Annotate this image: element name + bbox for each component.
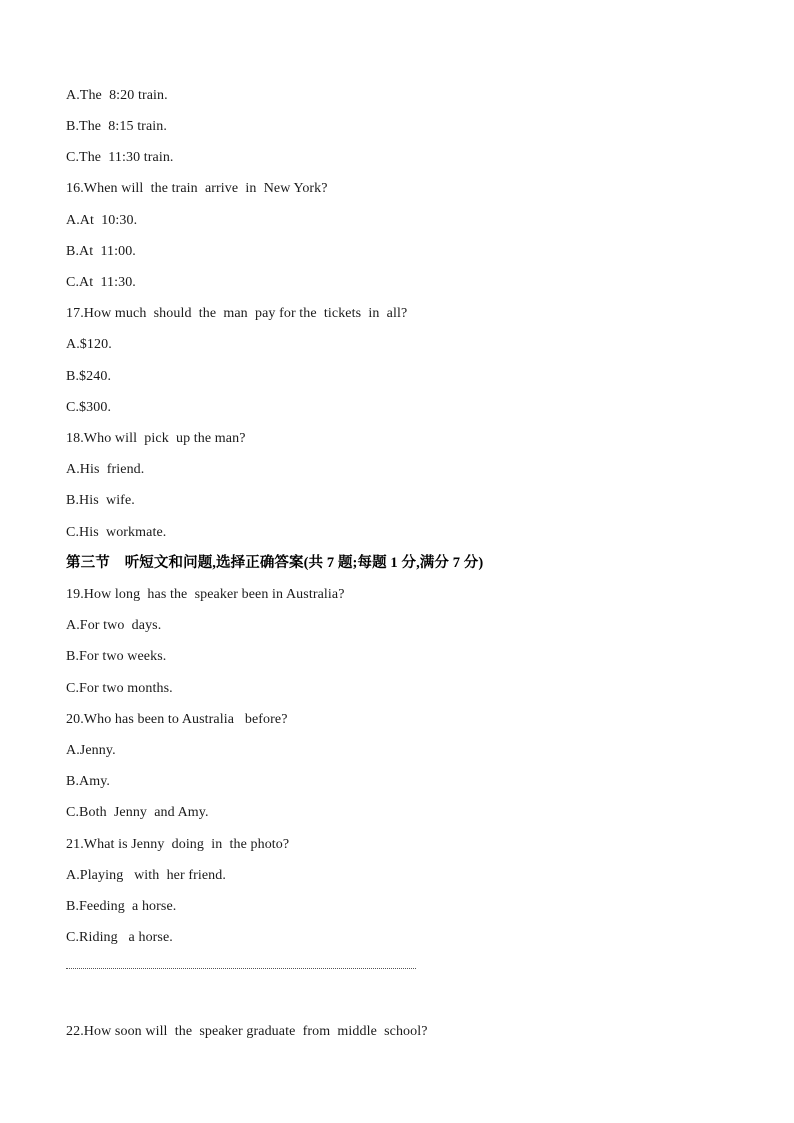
page-break-rule <box>66 968 416 969</box>
q21-option-b: B.Feeding a horse. <box>66 899 177 914</box>
q17-option-a: A.$120. <box>66 337 112 352</box>
q16-option-c: C.At 11:30. <box>66 275 136 290</box>
q18-option-a: A.His friend. <box>66 462 145 477</box>
q16-option-a: A.At 10:30. <box>66 213 138 228</box>
q18-option-b: B.His wife. <box>66 493 135 508</box>
q18-option-c: C.His workmate. <box>66 525 167 540</box>
q19-option-c: C.For two months. <box>66 681 173 696</box>
q17-question: 17.How much should the man pay for the tickets in all? <box>66 306 408 321</box>
q20-option-b: B.Amy. <box>66 774 111 789</box>
q18-question: 18.Who will pick up the man? <box>66 431 246 446</box>
q17-option-c: C.$300. <box>66 400 112 415</box>
q16-option-b: B.At 11:00. <box>66 244 136 259</box>
q21-question: 21.What is Jenny doing in the photo? <box>66 837 290 852</box>
q15-option-b: B.The 8:15 train. <box>66 119 167 134</box>
q17-option-b: B.$240. <box>66 369 112 384</box>
q20-option-c: C.Both Jenny and Amy. <box>66 805 209 820</box>
q16-question: 16.When will the train arrive in New York? <box>66 181 328 196</box>
q15-option-c: C.The 11:30 train. <box>66 150 174 165</box>
q15-option-a: A.The 8:20 train. <box>66 88 168 103</box>
q20-option-a: A.Jenny. <box>66 743 116 758</box>
q19-option-a: A.For two days. <box>66 618 162 633</box>
q20-question: 20.Who has been to Australia before? <box>66 712 288 727</box>
q19-option-b: B.For two weeks. <box>66 649 167 664</box>
q19-question: 19.How long has the speaker been in Australia? <box>66 587 345 602</box>
q21-option-c: C.Riding a horse. <box>66 930 173 945</box>
section-heading: 第三节 听短文和问题,选择正确答案(共 7 题;每题 1 分,满分 7 分) <box>66 555 484 571</box>
q21-option-a: A.Playing with her friend. <box>66 868 226 883</box>
q22-question: 22.How soon will the speaker graduate from middle school? <box>66 1024 428 1039</box>
